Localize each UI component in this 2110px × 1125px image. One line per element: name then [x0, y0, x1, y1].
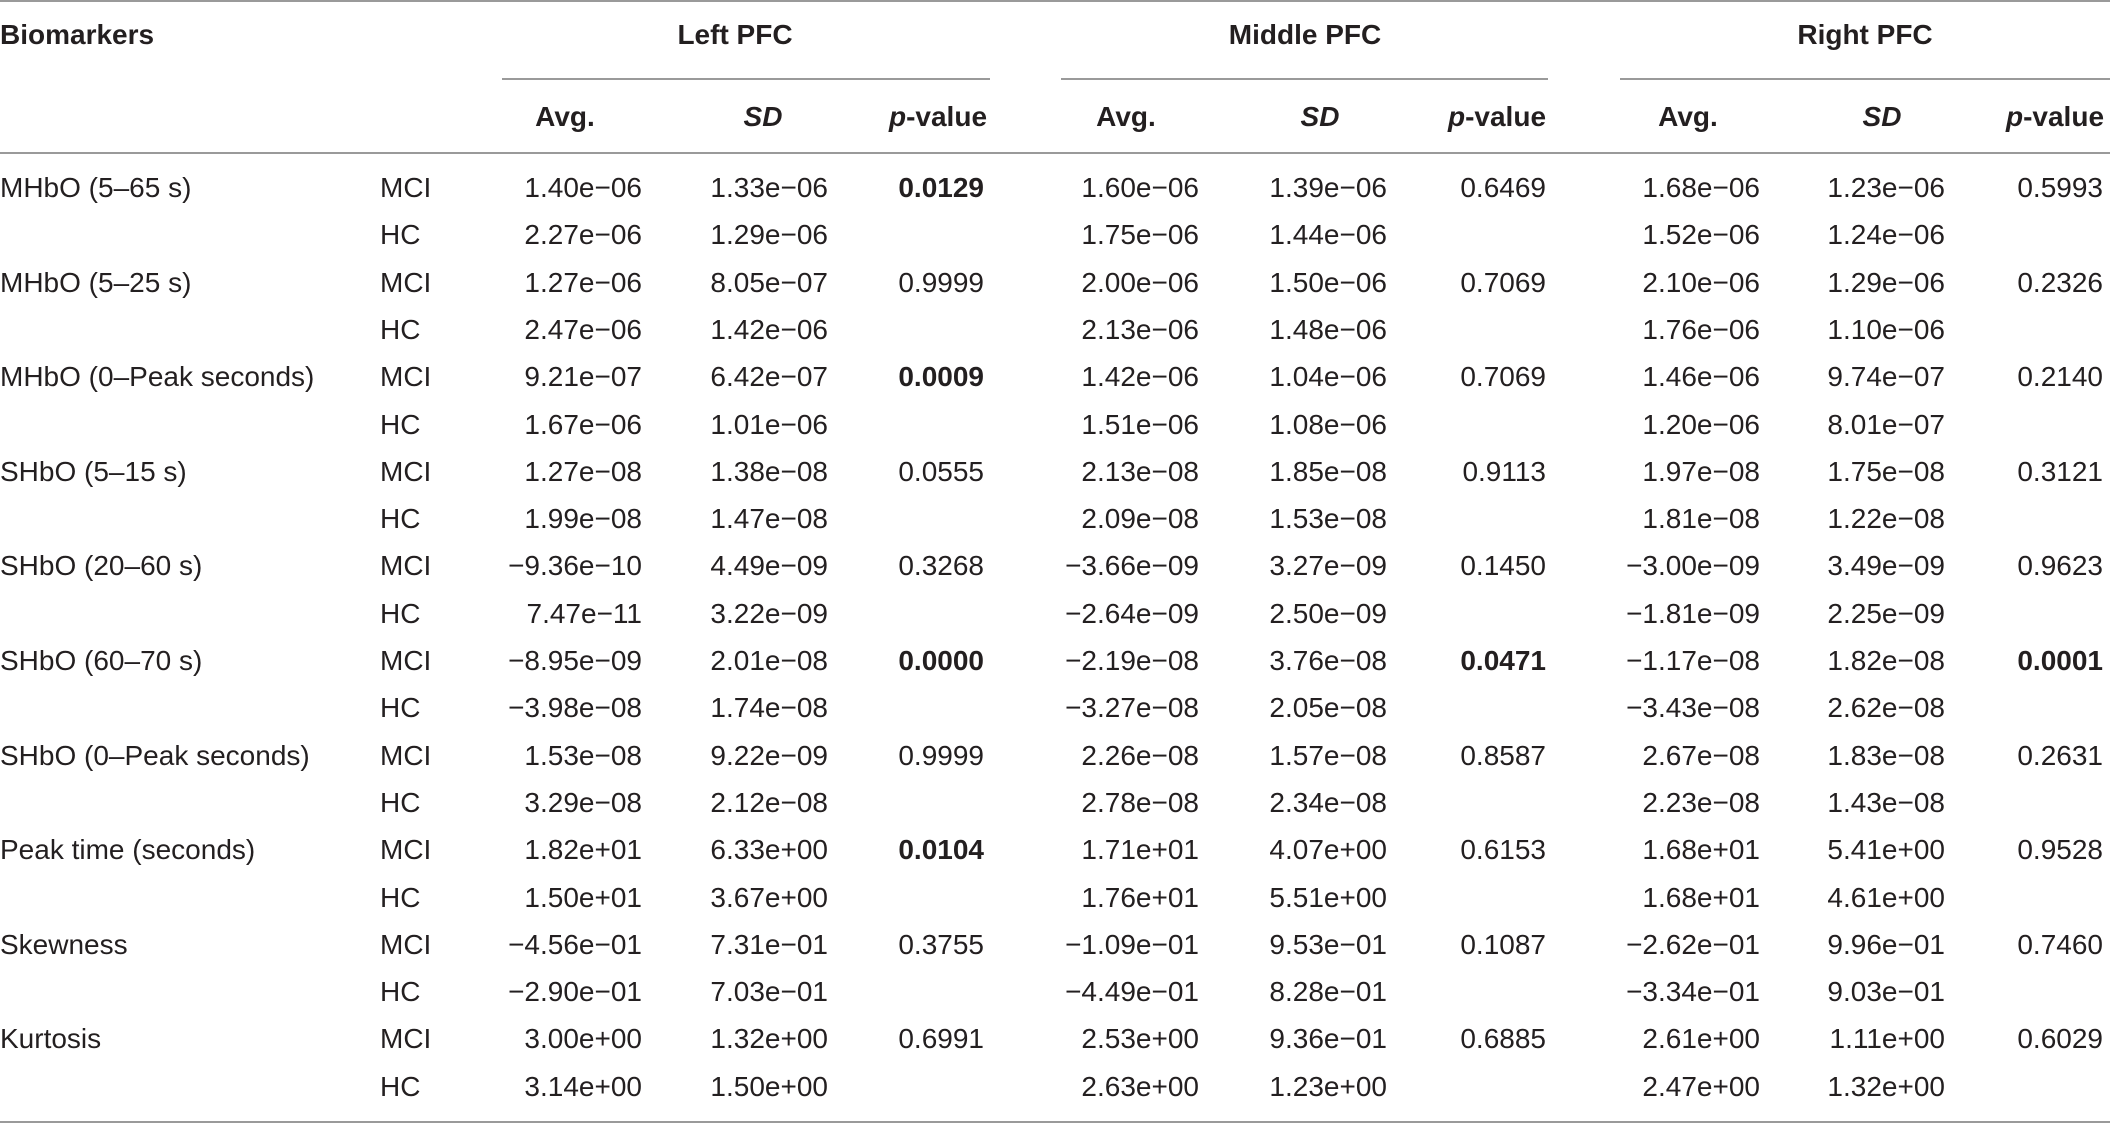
p-value-cell: 0.1450 [1460, 550, 1546, 581]
sd-cell: 1.43e−08 [1827, 787, 1945, 818]
biomarker-name: Skewness [0, 929, 128, 960]
group-label: MCI [380, 550, 432, 581]
p-value-cell: 0.9999 [898, 740, 984, 771]
avg-cell: 2.63e+00 [1081, 1071, 1199, 1102]
sd-cell: 1.22e−08 [1827, 503, 1945, 534]
p-value-cell: 0.0129 [898, 172, 984, 203]
region-underline [1620, 78, 2110, 80]
column-header-text: SD [1300, 101, 1340, 132]
sd-cell: 4.49e−09 [710, 550, 828, 581]
biomarker-name: Peak time (seconds) [0, 834, 256, 865]
avg-cell: 2.27e−06 [524, 219, 642, 250]
sd-cell: 1.75e−08 [1827, 456, 1945, 487]
avg-cell: 1.50e+01 [524, 882, 642, 913]
p-value-cell: 0.2326 [2017, 267, 2103, 298]
sd-cell: 1.38e−08 [710, 456, 828, 487]
sd-cell: 1.50e−06 [1269, 267, 1387, 298]
avg-cell: −1.09e−01 [1065, 929, 1199, 960]
sd-cell: 5.41e+00 [1827, 834, 1945, 865]
group-label: HC [380, 503, 421, 534]
sd-cell: 1.10e−06 [1827, 314, 1945, 345]
sd-cell: 1.29e−06 [1827, 267, 1945, 298]
p-value-cell: 0.9113 [1462, 456, 1546, 487]
avg-cell: 1.60e−06 [1081, 172, 1199, 203]
group-label: HC [380, 976, 421, 1007]
avg-cell: 1.97e−08 [1642, 456, 1760, 487]
avg-cell: 1.75e−06 [1081, 219, 1199, 250]
sd-cell: 1.47e−08 [710, 503, 828, 534]
avg-cell: −2.90e−01 [508, 976, 642, 1007]
sd-cell: 1.04e−06 [1269, 361, 1387, 392]
avg-cell: −3.66e−09 [1065, 550, 1199, 581]
sd-cell: 9.03e−01 [1827, 976, 1945, 1007]
p-value-cell: 0.2631 [2017, 740, 2103, 771]
avg-cell: 1.68e+01 [1642, 882, 1760, 913]
column-header [1301, 100, 1340, 134]
p-value-cell: 0.6153 [1460, 834, 1546, 865]
sd-cell: 7.03e−01 [710, 976, 828, 1007]
column-header-text: SD [743, 101, 783, 132]
avg-cell: 1.53e−08 [524, 740, 642, 771]
group-label: MCI [380, 1023, 432, 1054]
avg-cell: 1.46e−06 [1642, 361, 1760, 392]
avg-cell: 1.99e−08 [524, 503, 642, 534]
p-value-cell: 0.6991 [898, 1023, 984, 1054]
avg-cell: −3.43e−08 [1626, 692, 1760, 723]
avg-cell: −1.81e−09 [1626, 598, 1760, 629]
column-header-rest: -value [1465, 101, 1547, 132]
sd-cell: 1.01e−06 [710, 409, 828, 440]
avg-cell: 2.00e−06 [1081, 267, 1199, 298]
p-value-cell: 0.0104 [898, 834, 984, 865]
sd-cell: 3.49e−09 [1827, 550, 1945, 581]
group-label: HC [380, 787, 421, 818]
region-header: Left PFC [677, 19, 793, 50]
sd-cell: 3.76e−08 [1269, 645, 1387, 676]
p-value-cell: 0.0471 [1460, 645, 1546, 676]
p-value-cell: 0.6885 [1460, 1023, 1546, 1054]
group-label: MCI [380, 929, 432, 960]
sd-cell: 1.50e+00 [710, 1071, 828, 1102]
p-value-cell: 0.3268 [898, 550, 984, 581]
p-value-cell: 0.0001 [2017, 645, 2103, 676]
p-value-cell: 0.3121 [2017, 456, 2103, 487]
sd-cell: 9.36e−01 [1269, 1023, 1387, 1054]
sd-cell: 2.12e−08 [710, 787, 828, 818]
column-header: Avg. [1658, 101, 1718, 132]
column-header-italic-part: p [2005, 101, 2024, 132]
sd-cell: 9.53e−01 [1269, 929, 1387, 960]
avg-cell: −2.64e−09 [1065, 598, 1199, 629]
sd-cell: 1.44e−06 [1269, 219, 1387, 250]
biomarker-name: SHbO (0–Peak seconds) [0, 740, 310, 771]
header-bottom-rule [0, 152, 2110, 154]
sd-cell: 4.61e+00 [1827, 882, 1945, 913]
sd-cell: 7.31e−01 [710, 929, 828, 960]
avg-cell: 1.40e−06 [524, 172, 642, 203]
sd-cell: 8.05e−07 [710, 267, 828, 298]
group-label: MCI [380, 645, 432, 676]
sd-cell: 1.29e−06 [710, 219, 828, 250]
avg-cell: 7.47e−11 [526, 598, 642, 629]
avg-cell: 1.20e−06 [1642, 409, 1760, 440]
avg-cell: 2.47e−06 [524, 314, 642, 345]
biomarker-name: SHbO (60–70 s) [0, 645, 203, 676]
sd-cell: 1.57e−08 [1269, 740, 1387, 771]
avg-cell: −4.49e−01 [1065, 976, 1199, 1007]
sd-cell: 2.62e−08 [1827, 692, 1945, 723]
avg-cell: 1.51e−06 [1081, 409, 1199, 440]
avg-cell: 3.29e−08 [524, 787, 642, 818]
p-value-cell: 0.7460 [2017, 929, 2103, 960]
p-value-cell: 0.8587 [1460, 740, 1546, 771]
sd-cell: 2.25e−09 [1827, 598, 1945, 629]
sd-cell: 1.53e−08 [1269, 503, 1387, 534]
avg-cell: −3.27e−08 [1065, 692, 1199, 723]
group-label: MCI [380, 361, 432, 392]
p-value-cell: 0.9528 [2017, 834, 2103, 865]
sd-cell: 9.22e−09 [710, 740, 828, 771]
avg-cell: 3.00e+00 [524, 1023, 642, 1054]
biomarker-name: MHbO (0–Peak seconds) [0, 361, 315, 392]
avg-cell: 2.78e−08 [1081, 787, 1199, 818]
group-label: HC [380, 1071, 421, 1102]
biomarker-name: MHbO (5–65 s) [0, 172, 192, 203]
sd-cell: 1.42e−06 [710, 314, 828, 345]
avg-cell: −3.34e−01 [1626, 976, 1760, 1007]
sd-cell: 1.24e−06 [1827, 219, 1945, 250]
group-label: MCI [380, 267, 432, 298]
avg-cell: −1.17e−08 [1626, 645, 1760, 676]
region-header: Middle PFC [1228, 19, 1382, 50]
sd-cell: 1.83e−08 [1827, 740, 1945, 771]
group-label: MCI [380, 740, 432, 771]
biomarker-name: SHbO (5–15 s) [0, 456, 187, 487]
group-label: MCI [380, 172, 432, 203]
top-rule [0, 0, 2110, 2]
avg-cell: 2.09e−08 [1081, 503, 1199, 534]
avg-cell: 2.23e−08 [1642, 787, 1760, 818]
sd-cell: 1.23e+00 [1269, 1071, 1387, 1102]
column-header-italic-part: p [1447, 101, 1466, 132]
column-header-italic-part: p [888, 101, 907, 132]
sd-cell: 8.01e−07 [1827, 409, 1945, 440]
sd-cell: 2.34e−08 [1269, 787, 1387, 818]
avg-cell: −2.62e−01 [1626, 929, 1760, 960]
avg-cell: 2.26e−08 [1081, 740, 1199, 771]
header-biomarkers: Biomarkers [0, 19, 155, 50]
sd-cell: 6.42e−07 [710, 361, 828, 392]
column-header-rest: -value [906, 101, 988, 132]
avg-cell: 2.61e+00 [1642, 1023, 1760, 1054]
avg-cell: 1.82e+01 [524, 834, 642, 865]
biomarker-name: MHbO (5–25 s) [0, 267, 192, 298]
p-value-cell: 0.5993 [2017, 172, 2103, 203]
column-header: Avg. [535, 101, 595, 132]
biomarker-name: SHbO (20–60 s) [0, 550, 203, 581]
sd-cell: 2.50e−09 [1269, 598, 1387, 629]
avg-cell: 1.42e−06 [1081, 361, 1199, 392]
group-label: HC [380, 219, 421, 250]
sd-cell: 9.96e−01 [1827, 929, 1945, 960]
sd-cell: 1.48e−06 [1269, 314, 1387, 345]
sd-cell: 3.67e+00 [710, 882, 828, 913]
sd-cell: 4.07e+00 [1269, 834, 1387, 865]
sd-cell: 8.28e−01 [1269, 976, 1387, 1007]
column-header [2006, 100, 2104, 134]
sd-cell: 1.85e−08 [1269, 456, 1387, 487]
p-value-cell: 0.1087 [1460, 929, 1546, 960]
sd-cell: 3.27e−09 [1269, 550, 1387, 581]
column-header-rest: -value [2023, 101, 2105, 132]
group-label: HC [380, 882, 421, 913]
column-header [744, 100, 783, 134]
column-header [1448, 100, 1546, 134]
p-value-cell: 0.3755 [898, 929, 984, 960]
avg-cell: 1.67e−06 [524, 409, 642, 440]
avg-cell: −8.95e−09 [508, 645, 642, 676]
sd-cell: 1.23e−06 [1827, 172, 1945, 203]
group-label: HC [380, 598, 421, 629]
avg-cell: 1.76e+01 [1081, 882, 1199, 913]
sd-cell: 3.22e−09 [710, 598, 828, 629]
avg-cell: 2.13e−08 [1081, 456, 1199, 487]
avg-cell: 2.53e+00 [1081, 1023, 1199, 1054]
avg-cell: 1.81e−08 [1642, 503, 1760, 534]
avg-cell: −4.56e−01 [508, 929, 642, 960]
column-header [1863, 100, 1902, 134]
avg-cell: 1.76e−06 [1642, 314, 1760, 345]
column-header [889, 100, 987, 134]
sd-cell: 1.33e−06 [710, 172, 828, 203]
sd-cell: 6.33e+00 [710, 834, 828, 865]
avg-cell: 1.71e+01 [1081, 834, 1199, 865]
avg-cell: −9.36e−10 [508, 550, 642, 581]
p-value-cell: 0.6029 [2017, 1023, 2103, 1054]
avg-cell: 1.27e−08 [524, 456, 642, 487]
avg-cell: 2.10e−06 [1642, 267, 1760, 298]
avg-cell: 1.68e+01 [1642, 834, 1760, 865]
avg-cell: −3.98e−08 [508, 692, 642, 723]
column-header-text: SD [1862, 101, 1902, 132]
p-value-cell: 0.7069 [1460, 267, 1546, 298]
sd-cell: 2.01e−08 [710, 645, 828, 676]
region-underline [502, 78, 990, 80]
sd-cell: 1.11e+00 [1829, 1023, 1945, 1054]
p-value-cell: 0.9623 [2017, 550, 2103, 581]
avg-cell: 2.47e+00 [1642, 1071, 1760, 1102]
sd-cell: 5.51e+00 [1269, 882, 1387, 913]
region-header: Right PFC [1797, 19, 1933, 50]
avg-cell: 9.21e−07 [524, 361, 642, 392]
p-value-cell: 0.9999 [898, 267, 984, 298]
avg-cell: 3.14e+00 [524, 1071, 642, 1102]
sd-cell: 1.39e−06 [1269, 172, 1387, 203]
avg-cell: −2.19e−08 [1065, 645, 1199, 676]
sd-cell: 1.32e+00 [710, 1023, 828, 1054]
biomarker-name: Kurtosis [0, 1023, 102, 1054]
avg-cell: 1.68e−06 [1642, 172, 1760, 203]
avg-cell: 2.13e−06 [1081, 314, 1199, 345]
avg-cell: −3.00e−09 [1626, 550, 1760, 581]
avg-cell: 2.67e−08 [1642, 740, 1760, 771]
sd-cell: 1.32e+00 [1827, 1071, 1945, 1102]
region-underline [1061, 78, 1548, 80]
group-label: HC [380, 409, 421, 440]
avg-cell: 1.27e−06 [524, 267, 642, 298]
group-label: HC [380, 692, 421, 723]
group-label: HC [380, 314, 421, 345]
avg-cell: 1.52e−06 [1642, 219, 1760, 250]
p-value-cell: 0.7069 [1460, 361, 1546, 392]
sd-cell: 1.08e−06 [1269, 409, 1387, 440]
sd-cell: 1.82e−08 [1827, 645, 1945, 676]
group-label: MCI [380, 834, 432, 865]
sd-cell: 2.05e−08 [1269, 692, 1387, 723]
p-value-cell: 0.6469 [1460, 172, 1546, 203]
group-label: MCI [380, 456, 432, 487]
column-header: Avg. [1096, 101, 1156, 132]
p-value-cell: 0.2140 [2017, 361, 2103, 392]
p-value-cell: 0.0000 [898, 645, 984, 676]
table-bottom-rule [0, 1121, 2110, 1123]
p-value-cell: 0.0555 [898, 456, 984, 487]
sd-cell: 1.74e−08 [710, 692, 828, 723]
p-value-cell: 0.0009 [898, 361, 984, 392]
sd-cell: 9.74e−07 [1827, 361, 1945, 392]
